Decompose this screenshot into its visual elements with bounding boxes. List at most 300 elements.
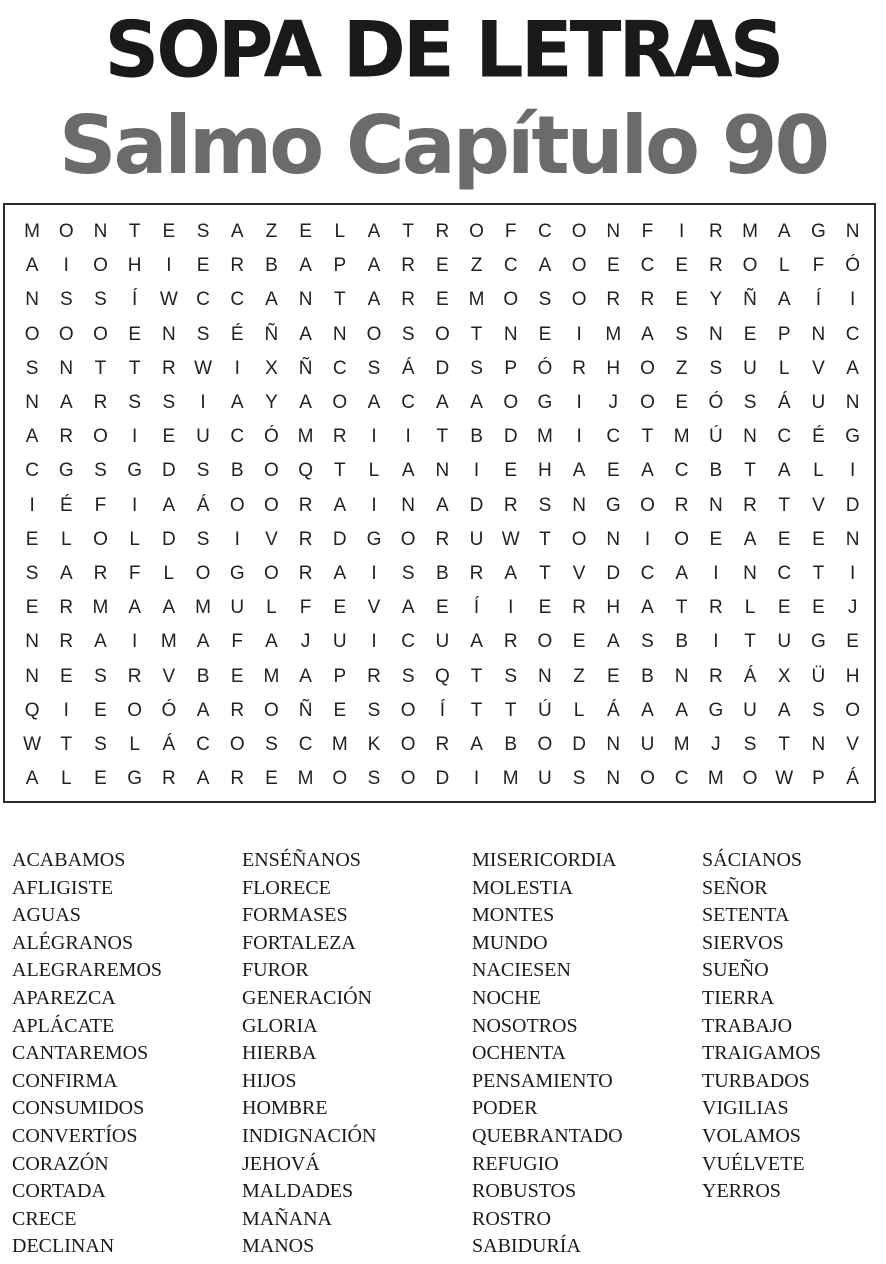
grid-letter[interactable]: R: [401, 255, 416, 277]
grid-letter[interactable]: Y: [265, 392, 278, 414]
grid-letter[interactable]: O: [400, 733, 416, 755]
grid-letter[interactable]: U: [811, 392, 826, 414]
grid-letter[interactable]: M: [331, 733, 348, 755]
grid-letter[interactable]: B: [675, 631, 688, 653]
grid-letter[interactable]: E: [675, 392, 688, 414]
grid-letter[interactable]: Á: [777, 392, 791, 414]
grid-letter[interactable]: S: [196, 528, 210, 550]
grid-letter[interactable]: Ñ: [298, 699, 313, 721]
grid-letter[interactable]: N: [811, 733, 826, 755]
grid-letter[interactable]: N: [161, 323, 176, 345]
grid-letter[interactable]: O: [332, 392, 348, 414]
grid-letter[interactable]: S: [401, 562, 415, 584]
grid-letter[interactable]: F: [231, 631, 244, 653]
grid-letter[interactable]: I: [166, 255, 172, 277]
grid-letter[interactable]: R: [708, 597, 723, 619]
grid-letter[interactable]: F: [504, 221, 517, 243]
grid-letter[interactable]: O: [537, 631, 553, 653]
grid-letter[interactable]: P: [333, 255, 347, 277]
grid-letter[interactable]: I: [371, 631, 377, 653]
grid-letter[interactable]: M: [536, 426, 553, 448]
grid-letter[interactable]: L: [266, 597, 277, 619]
grid-letter[interactable]: I: [473, 768, 480, 790]
grid-letter[interactable]: Q: [24, 699, 40, 721]
grid-letter[interactable]: M: [297, 768, 314, 790]
grid-letter[interactable]: T: [128, 221, 141, 243]
grid-letter[interactable]: Á: [401, 357, 415, 379]
grid-letter[interactable]: J: [711, 733, 721, 755]
grid-letter[interactable]: C: [640, 562, 655, 584]
grid-letter[interactable]: Í: [132, 289, 138, 311]
grid-letter[interactable]: I: [234, 528, 240, 550]
grid-letter[interactable]: C: [538, 221, 552, 243]
grid-letter[interactable]: W: [194, 357, 212, 379]
grid-letter[interactable]: R: [469, 562, 484, 584]
grid-letter[interactable]: O: [264, 494, 279, 516]
grid-letter[interactable]: M: [673, 426, 690, 448]
grid-letter[interactable]: N: [435, 460, 450, 482]
grid-letter[interactable]: C: [674, 460, 689, 482]
grid-letter[interactable]: L: [778, 255, 790, 277]
grid-letter[interactable]: Á: [196, 494, 210, 516]
grid-letter[interactable]: E: [265, 768, 278, 790]
grid-letter[interactable]: U: [196, 426, 210, 448]
grid-letter[interactable]: R: [298, 562, 313, 584]
grid-letter[interactable]: A: [641, 597, 654, 619]
grid-letter[interactable]: Í: [815, 289, 822, 311]
grid-letter[interactable]: N: [538, 665, 552, 687]
grid-letter[interactable]: R: [606, 289, 621, 311]
grid-letter[interactable]: L: [163, 562, 175, 584]
grid-letter[interactable]: G: [605, 494, 621, 516]
grid-letter[interactable]: I: [473, 460, 480, 482]
grid-letter[interactable]: X: [777, 665, 791, 687]
grid-letter[interactable]: P: [504, 357, 518, 379]
grid-letter[interactable]: R: [435, 733, 450, 755]
grid-letter[interactable]: S: [25, 357, 39, 379]
grid-letter[interactable]: L: [573, 699, 585, 721]
grid-letter[interactable]: N: [811, 323, 826, 345]
grid-letter[interactable]: D: [435, 357, 450, 379]
grid-letter[interactable]: G: [811, 221, 826, 243]
grid-letter[interactable]: U: [435, 631, 450, 653]
grid-letter[interactable]: T: [778, 733, 791, 755]
grid-letter[interactable]: S: [94, 665, 107, 687]
grid-letter[interactable]: U: [332, 631, 347, 653]
grid-letter[interactable]: D: [161, 460, 176, 482]
grid-letter[interactable]: T: [470, 323, 483, 345]
grid-letter[interactable]: A: [675, 699, 688, 721]
grid-letter[interactable]: Ó: [161, 699, 177, 721]
grid-letter[interactable]: A: [641, 699, 654, 721]
grid-letter[interactable]: O: [571, 221, 587, 243]
grid-letter[interactable]: O: [229, 733, 245, 755]
grid-letter[interactable]: Á: [606, 699, 620, 721]
grid-letter[interactable]: S: [128, 392, 141, 414]
grid-letter[interactable]: O: [571, 289, 587, 311]
grid-letter[interactable]: S: [675, 323, 688, 345]
grid-letter[interactable]: S: [94, 289, 107, 311]
grid-letter[interactable]: E: [25, 528, 39, 550]
grid-letter[interactable]: P: [333, 665, 347, 687]
grid-letter[interactable]: G: [58, 460, 74, 482]
grid-letter[interactable]: R: [127, 665, 142, 687]
grid-letter[interactable]: I: [405, 426, 411, 448]
grid-letter[interactable]: A: [333, 562, 347, 584]
grid-letter[interactable]: I: [63, 255, 69, 277]
grid-letter[interactable]: O: [93, 255, 108, 277]
grid-letter[interactable]: T: [812, 562, 825, 584]
grid-letter[interactable]: E: [436, 597, 449, 619]
grid-letter[interactable]: V: [572, 562, 586, 584]
grid-letter[interactable]: O: [400, 528, 416, 550]
grid-letter[interactable]: A: [25, 426, 39, 448]
grid-letter[interactable]: M: [92, 597, 109, 619]
grid-letter[interactable]: I: [63, 699, 69, 721]
grid-letter[interactable]: P: [777, 323, 791, 345]
grid-letter[interactable]: V: [162, 665, 176, 687]
grid-letter[interactable]: I: [849, 460, 856, 482]
grid-letter[interactable]: R: [93, 562, 108, 584]
grid-letter[interactable]: Ü: [811, 665, 826, 687]
grid-letter[interactable]: O: [742, 255, 758, 277]
grid-letter[interactable]: A: [401, 597, 415, 619]
grid-letter[interactable]: R: [503, 631, 518, 653]
grid-letter[interactable]: D: [606, 562, 621, 584]
grid-letter[interactable]: O: [674, 528, 690, 550]
grid-letter[interactable]: O: [434, 323, 450, 345]
grid-letter[interactable]: A: [299, 323, 312, 345]
grid-letter[interactable]: S: [538, 289, 552, 311]
grid-letter[interactable]: M: [195, 597, 211, 619]
grid-letter[interactable]: O: [640, 357, 655, 379]
grid-letter[interactable]: N: [332, 323, 347, 345]
grid-letter[interactable]: O: [93, 323, 108, 345]
grid-letter[interactable]: A: [777, 289, 791, 311]
grid-letter[interactable]: I: [849, 289, 856, 311]
grid-letter[interactable]: N: [743, 562, 757, 584]
grid-letter[interactable]: S: [743, 733, 757, 755]
grid-letter[interactable]: V: [367, 597, 381, 619]
grid-letter[interactable]: N: [708, 494, 723, 516]
grid-letter[interactable]: R: [332, 426, 347, 448]
grid-letter[interactable]: D: [845, 494, 860, 516]
grid-letter[interactable]: E: [606, 255, 620, 277]
grid-letter[interactable]: C: [25, 460, 39, 482]
grid-letter[interactable]: I: [576, 426, 582, 448]
grid-letter[interactable]: U: [538, 768, 552, 790]
grid-letter[interactable]: S: [401, 665, 415, 687]
grid-letter[interactable]: A: [436, 494, 449, 516]
grid-letter[interactable]: I: [29, 494, 35, 516]
grid-letter[interactable]: B: [709, 460, 723, 482]
grid-letter[interactable]: L: [813, 460, 824, 482]
grid-letter[interactable]: E: [846, 631, 859, 653]
grid-letter[interactable]: T: [333, 289, 346, 311]
grid-letter[interactable]: A: [641, 460, 654, 482]
grid-letter[interactable]: O: [24, 323, 40, 345]
grid-letter[interactable]: W: [23, 733, 42, 755]
grid-letter[interactable]: R: [161, 768, 176, 790]
grid-letter[interactable]: O: [366, 323, 382, 345]
grid-letter[interactable]: E: [94, 699, 107, 721]
grid-letter[interactable]: E: [59, 665, 73, 687]
grid-letter[interactable]: W: [159, 289, 178, 311]
grid-letter[interactable]: S: [94, 460, 107, 482]
grid-letter[interactable]: Ó: [845, 255, 860, 277]
grid-letter[interactable]: O: [640, 768, 655, 790]
grid-letter[interactable]: A: [777, 221, 791, 243]
grid-letter[interactable]: O: [264, 562, 279, 584]
grid-letter[interactable]: O: [93, 426, 108, 448]
grid-letter[interactable]: H: [127, 255, 142, 277]
grid-letter[interactable]: G: [537, 392, 553, 414]
grid-letter[interactable]: I: [508, 597, 514, 619]
grid-letter[interactable]: R: [503, 494, 518, 516]
grid-letter[interactable]: É: [230, 323, 244, 345]
grid-letter[interactable]: H: [538, 460, 552, 482]
grid-letter[interactable]: T: [744, 631, 756, 653]
grid-letter[interactable]: R: [298, 528, 313, 550]
grid-letter[interactable]: A: [504, 562, 518, 584]
grid-letter[interactable]: É: [812, 426, 825, 448]
grid-letter[interactable]: E: [162, 221, 176, 243]
grid-letter[interactable]: E: [538, 597, 552, 619]
grid-letter[interactable]: R: [743, 494, 757, 516]
grid-letter[interactable]: A: [470, 392, 483, 414]
grid-letter[interactable]: K: [367, 733, 381, 755]
grid-letter[interactable]: Á: [743, 665, 757, 687]
grid-letter[interactable]: R: [401, 289, 416, 311]
grid-letter[interactable]: I: [576, 323, 582, 345]
grid-letter[interactable]: A: [265, 631, 278, 653]
grid-letter[interactable]: V: [265, 528, 278, 550]
grid-letter[interactable]: N: [845, 221, 860, 243]
grid-letter[interactable]: E: [709, 528, 723, 550]
grid-letter[interactable]: I: [132, 631, 138, 653]
grid-letter[interactable]: T: [436, 426, 449, 448]
grid-letter[interactable]: G: [229, 562, 245, 584]
grid-letter[interactable]: I: [576, 392, 582, 414]
grid-letter[interactable]: M: [742, 221, 758, 243]
grid-letter[interactable]: E: [333, 699, 347, 721]
grid-letter[interactable]: A: [572, 460, 586, 482]
grid-letter[interactable]: H: [845, 665, 860, 687]
grid-letter[interactable]: C: [196, 733, 210, 755]
grid-letter[interactable]: A: [196, 699, 210, 721]
grid-letter[interactable]: U: [640, 733, 655, 755]
grid-letter[interactable]: D: [469, 494, 484, 516]
grid-letter[interactable]: U: [230, 597, 245, 619]
grid-letter[interactable]: N: [25, 631, 39, 653]
grid-letter[interactable]: T: [402, 221, 414, 243]
grid-letter[interactable]: M: [297, 426, 314, 448]
grid-letter[interactable]: R: [708, 221, 723, 243]
grid-letter[interactable]: U: [777, 631, 792, 653]
grid-letter[interactable]: N: [606, 528, 621, 550]
grid-letter[interactable]: R: [708, 665, 723, 687]
grid-letter[interactable]: C: [606, 426, 621, 448]
grid-letter[interactable]: S: [401, 323, 415, 345]
grid-letter[interactable]: C: [640, 255, 655, 277]
grid-letter[interactable]: E: [538, 323, 552, 345]
grid-letter[interactable]: R: [59, 597, 74, 619]
grid-letter[interactable]: O: [400, 768, 416, 790]
grid-letter[interactable]: I: [132, 494, 138, 516]
grid-letter[interactable]: F: [299, 597, 312, 619]
grid-letter[interactable]: A: [641, 323, 654, 345]
grid-letter[interactable]: R: [230, 768, 245, 790]
grid-letter[interactable]: T: [470, 699, 483, 721]
grid-letter[interactable]: R: [230, 255, 245, 277]
grid-letter[interactable]: L: [129, 528, 140, 550]
grid-letter[interactable]: V: [812, 494, 825, 516]
grid-letter[interactable]: S: [470, 357, 483, 379]
grid-letter[interactable]: D: [332, 528, 347, 550]
grid-letter[interactable]: G: [366, 528, 382, 550]
grid-letter[interactable]: L: [129, 733, 140, 755]
grid-letter[interactable]: J: [847, 597, 858, 619]
grid-letter[interactable]: S: [367, 768, 381, 790]
grid-letter[interactable]: A: [777, 699, 791, 721]
grid-letter[interactable]: O: [571, 528, 587, 550]
grid-letter[interactable]: A: [128, 597, 141, 619]
grid-letter[interactable]: B: [436, 562, 449, 584]
grid-letter[interactable]: I: [371, 426, 377, 448]
grid-letter[interactable]: T: [539, 528, 551, 550]
grid-letter[interactable]: Ñ: [264, 323, 279, 345]
grid-letter[interactable]: R: [572, 357, 586, 379]
grid-letter[interactable]: D: [161, 528, 176, 550]
grid-letter[interactable]: A: [743, 528, 757, 550]
grid-letter[interactable]: L: [744, 597, 756, 619]
grid-letter[interactable]: E: [606, 460, 620, 482]
grid-letter[interactable]: T: [470, 665, 483, 687]
grid-letter[interactable]: U: [743, 699, 757, 721]
grid-letter[interactable]: M: [468, 289, 485, 311]
grid-letter[interactable]: N: [503, 323, 518, 345]
grid-letter[interactable]: O: [400, 699, 416, 721]
grid-letter[interactable]: E: [675, 255, 688, 277]
grid-letter[interactable]: C: [401, 631, 416, 653]
grid-letter[interactable]: A: [299, 392, 312, 414]
grid-letter[interactable]: N: [25, 392, 39, 414]
grid-letter[interactable]: E: [230, 665, 244, 687]
grid-letter[interactable]: H: [606, 597, 621, 619]
grid-letter[interactable]: G: [708, 699, 724, 721]
grid-letter[interactable]: N: [845, 528, 860, 550]
grid-letter[interactable]: N: [743, 426, 757, 448]
grid-letter[interactable]: R: [298, 494, 313, 516]
grid-letter[interactable]: T: [641, 426, 654, 448]
grid-letter[interactable]: N: [708, 323, 723, 345]
grid-letter[interactable]: R: [59, 631, 74, 653]
grid-letter[interactable]: A: [299, 255, 312, 277]
grid-letter[interactable]: A: [162, 597, 176, 619]
grid-letter[interactable]: Z: [470, 255, 483, 277]
grid-letter[interactable]: A: [25, 768, 39, 790]
grid-letter[interactable]: S: [196, 221, 210, 243]
grid-letter[interactable]: Ó: [708, 392, 724, 414]
grid-letter[interactable]: T: [60, 733, 73, 755]
grid-letter[interactable]: Á: [162, 733, 176, 755]
grid-letter[interactable]: N: [572, 494, 586, 516]
grid-letter[interactable]: I: [849, 562, 856, 584]
grid-letter[interactable]: Ú: [538, 699, 552, 721]
grid-letter[interactable]: E: [743, 323, 757, 345]
grid-letter[interactable]: C: [777, 562, 792, 584]
grid-letter[interactable]: W: [501, 528, 520, 550]
grid-letter[interactable]: Z: [265, 221, 278, 243]
grid-letter[interactable]: A: [196, 631, 210, 653]
grid-letter[interactable]: B: [196, 665, 210, 687]
grid-letter[interactable]: A: [94, 631, 107, 653]
grid-letter[interactable]: E: [812, 528, 825, 550]
grid-letter[interactable]: A: [367, 221, 381, 243]
grid-letter[interactable]: C: [196, 289, 210, 311]
grid-letter[interactable]: R: [435, 528, 450, 550]
grid-letter[interactable]: U: [743, 357, 757, 379]
grid-letter[interactable]: O: [332, 768, 348, 790]
grid-letter[interactable]: C: [332, 357, 347, 379]
grid-letter[interactable]: O: [571, 255, 587, 277]
grid-letter[interactable]: C: [298, 733, 313, 755]
grid-letter[interactable]: I: [132, 426, 138, 448]
grid-letter[interactable]: H: [606, 357, 621, 379]
grid-letter[interactable]: E: [94, 768, 107, 790]
grid-letter[interactable]: A: [265, 289, 278, 311]
grid-letter[interactable]: O: [58, 221, 74, 243]
grid-letter[interactable]: A: [230, 392, 244, 414]
grid-letter[interactable]: F: [94, 494, 107, 516]
grid-letter[interactable]: J: [608, 392, 619, 414]
grid-letter[interactable]: S: [196, 460, 210, 482]
grid-letter[interactable]: L: [60, 768, 72, 790]
grid-letter[interactable]: M: [605, 323, 622, 345]
grid-letter[interactable]: E: [162, 426, 176, 448]
grid-letter[interactable]: M: [263, 665, 280, 687]
grid-letter[interactable]: D: [435, 768, 450, 790]
grid-letter[interactable]: R: [230, 699, 245, 721]
grid-letter[interactable]: A: [59, 392, 73, 414]
grid-letter[interactable]: E: [572, 631, 586, 653]
grid-letter[interactable]: A: [470, 631, 483, 653]
grid-letter[interactable]: B: [265, 255, 278, 277]
grid-letter[interactable]: I: [371, 494, 377, 516]
grid-letter[interactable]: C: [777, 426, 792, 448]
grid-letter[interactable]: B: [641, 665, 654, 687]
grid-letter[interactable]: O: [264, 699, 279, 721]
grid-letter[interactable]: S: [196, 323, 210, 345]
grid-letter[interactable]: L: [60, 528, 72, 550]
grid-letter[interactable]: M: [707, 768, 724, 790]
grid-letter[interactable]: R: [435, 221, 450, 243]
grid-letter[interactable]: N: [401, 494, 416, 516]
grid-letter[interactable]: S: [572, 768, 586, 790]
grid-letter[interactable]: E: [436, 255, 449, 277]
grid-letter[interactable]: N: [606, 733, 621, 755]
grid-letter[interactable]: Á: [846, 768, 859, 790]
grid-letter[interactable]: R: [708, 255, 723, 277]
grid-letter[interactable]: S: [504, 665, 518, 687]
grid-letter[interactable]: S: [94, 733, 107, 755]
grid-letter[interactable]: C: [230, 426, 245, 448]
grid-letter[interactable]: S: [538, 494, 552, 516]
grid-letter[interactable]: O: [264, 460, 279, 482]
grid-letter[interactable]: M: [160, 631, 177, 653]
grid-letter[interactable]: S: [641, 631, 654, 653]
grid-letter[interactable]: O: [503, 392, 519, 414]
